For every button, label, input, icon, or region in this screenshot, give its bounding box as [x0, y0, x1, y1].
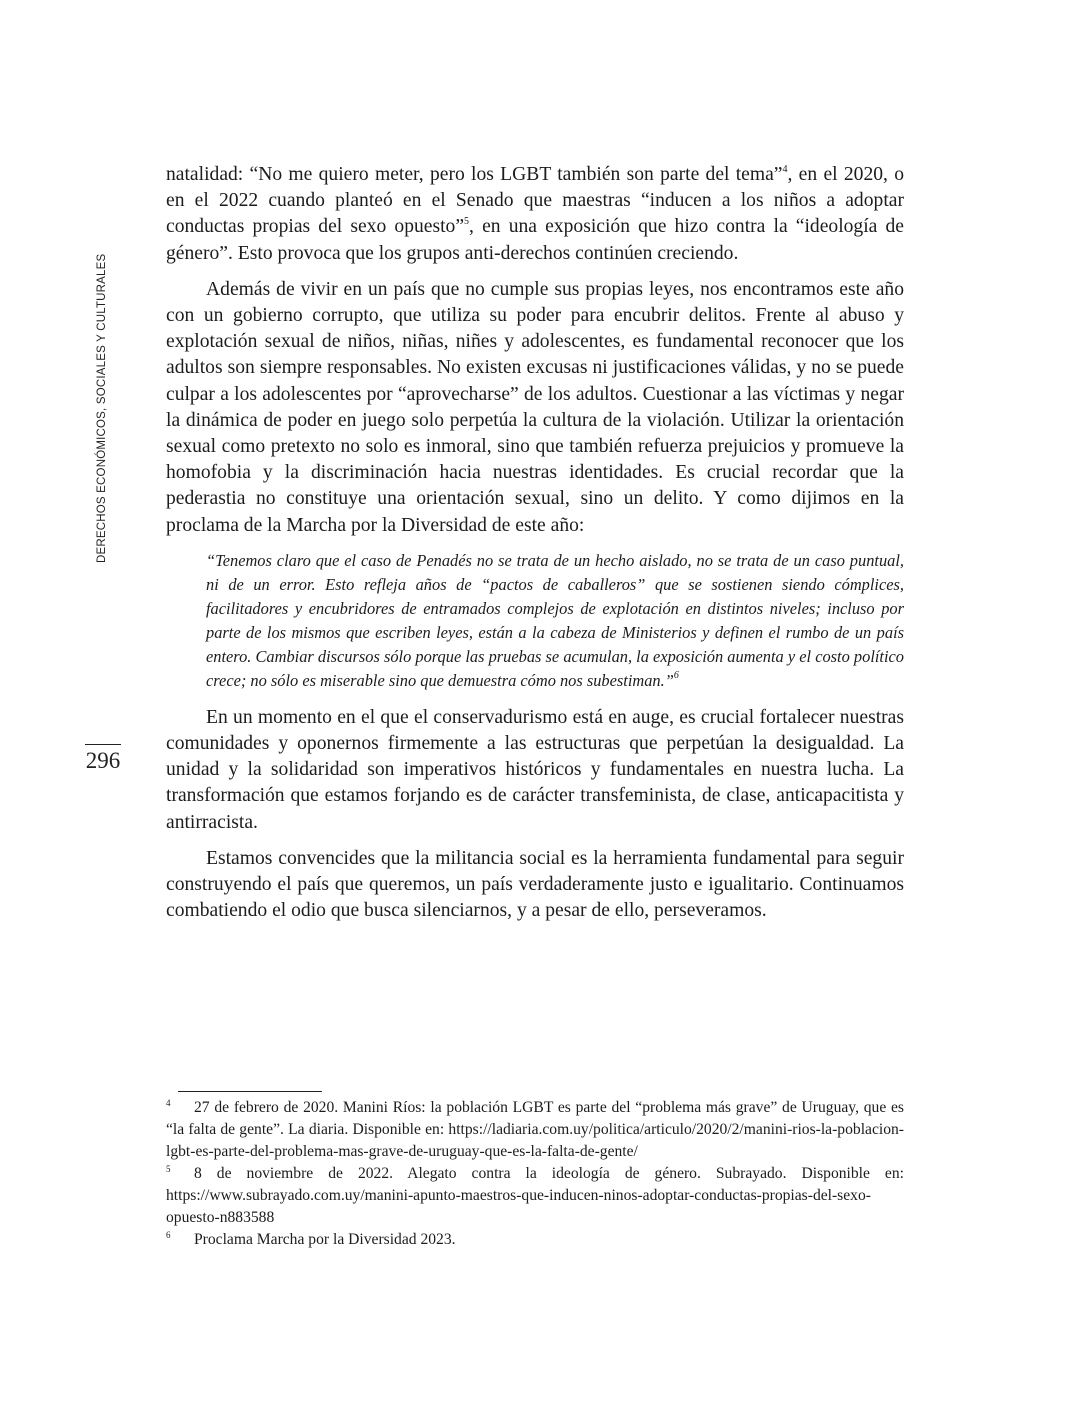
body-text [166, 162, 904, 934]
page-number: 296 [85, 748, 121, 773]
footnote-text: Proclama Marcha por la Diversidad 2023. [194, 1231, 456, 1248]
footnote-separator [178, 1091, 322, 1092]
block-quote [206, 549, 904, 693]
footnote-text: 8 de noviembre de 2022. Alegato contra la ideología de género. Subrayado. Disponible en: https://www.subrayado.com.uy/manini-apunto-maestros-que-inducen-ninos-adoptar-conductas-propias-del-sexo-opuesto-n883588 [166, 1165, 904, 1226]
footnote-4: 4 27 de febrero de 2020. Manini Ríos: la población LGBT es parte del “problema más grave” de Uruguay, que es “la falta de gente”. La diaria. Disponible en: https://ladiaria.com.uy/politica/articulo/2020/2/manini-rios-la-poblacion-lgbt-es-parte-del-problema-mas-grave-de-uruguay-que-es-la-falta-de-gente/ [166, 1098, 904, 1160]
footnote-6: 6 Proclama Marcha por la Diversidad 2023. [166, 1230, 456, 1248]
paragraph-4: Estamos convencides que la militancia social es la herramienta fundamental para seguir construyendo el país que queremos, un país verdaderamente justo e igualitario. Continuamos combatiendo el odio que busca silenciarnos, y a pesar de ello, perseveramos. [166, 847, 904, 922]
paragraph-1-text-a: natalidad: “No me quiero meter, pero los LGBT también son parte del tema” [166, 164, 783, 185]
block-quote-closing: ” [664, 670, 674, 690]
paragraph-3: En un momento en el que el conservadurismo está en auge, es crucial fortalecer nuestras comunidades y oponernos firmemente a las estructuras que perpetúan la desigualdad. La unidad y la solidaridad son imperativos históricos y fundamentales en nuestra lucha. La transformación que estamos forjando es de carácter transfeminista, de clase, anticapacitista y antirracista. [166, 706, 904, 833]
block-quote-text: “Tenemos claro que el caso de Penadés no se trata de un hecho aislado, no se trata de un caso puntual, ni de un error. Esto refleja años de “pactos de caballeros” que se sostienen siendo cómplices, facilitadores y encubridores de entramados complejos de explotación en distintos niveles; incluso por parte de los mismos que escriben leyes, están a la cabeza de Ministerios y definen el rumbo de un país entero. Cambiar discursos sólo porque las pruebas se acumulan, la exposición aumenta y el costo político crece; no sólo es miserable sino que demuestra cómo nos subestiman. [206, 550, 904, 690]
footnote-ref-5: 5 [464, 216, 470, 228]
paragraph-2: Además de vivir en un país que no cumple sus propias leyes, nos encontramos este año con un gobierno corrupto, que utiliza su poder para encubrir delitos. Frente al abuso y explotación sexual de niños, niñas, niñes y adolescentes, es fundamental reconocer que los adultos son siempre responsables. No existen excusas ni justificaciones válidas, y no se puede culpar a los adolescentes por “aprovecharse” de los adultos. Cuestionar a las víctimas y negar la dinámica de poder en juego solo perpetúa la cultura de la violación. Utilizar la orientación sexual como pretexto no solo es inmoral, sino que también refuerza prejuicios y promueve la homofobia y la discriminación hacia nuestras identidades. Es crucial recordar que la pederastia no constituye una orientación sexual, sino un delito. Y como dijimos en la proclama de la Marcha por la Diversidad de este año: [166, 278, 904, 536]
footnotes [166, 1097, 904, 1251]
footnote-ref-4: 4 [782, 164, 788, 175]
paragraph-1-text-b: , en el 2020, o en el 2022 cuando planteó en el Senado que maestras “inducen a los niños a adoptar conductas propias del sexo opuesto” [166, 164, 905, 238]
paragraph-1 [166, 162, 904, 267]
footnote-5: 5 8 de noviembre de 2022. Alegato contra la ideología de género. Subrayado. Disponible en: https://www.subrayado.com.uy/manini-apunto-maestros-que-inducen-ninos-adoptar-conductas-propias-del-sexo-opuesto-n883588 [166, 1164, 904, 1226]
running-header-vertical: DERECHOS ECONÓMICOS, SOCIALES Y CULTURALES [96, 253, 108, 563]
footnote-text: 27 de febrero de 2020. Manini Ríos: la población LGBT es parte del “problema más grave” de Uruguay, que es “la falta de gente”. La diaria. Disponible en: https://ladiaria.com.uy/politica/articulo/2020/2/manini-rios-la-poblacion-lgbt-es-parte-del-problema-mas-grave-de-uruguay-que-es-la-falta-de-gente/ [166, 1099, 904, 1160]
footnote-ref-6: 6 [673, 669, 679, 681]
paragraph-1-text-c: , en una exposición que hizo contra la “ideología de género”. Esto provoca que los grupos anti-derechos continúen creciendo. [166, 216, 904, 264]
page-number-rule [85, 744, 121, 745]
